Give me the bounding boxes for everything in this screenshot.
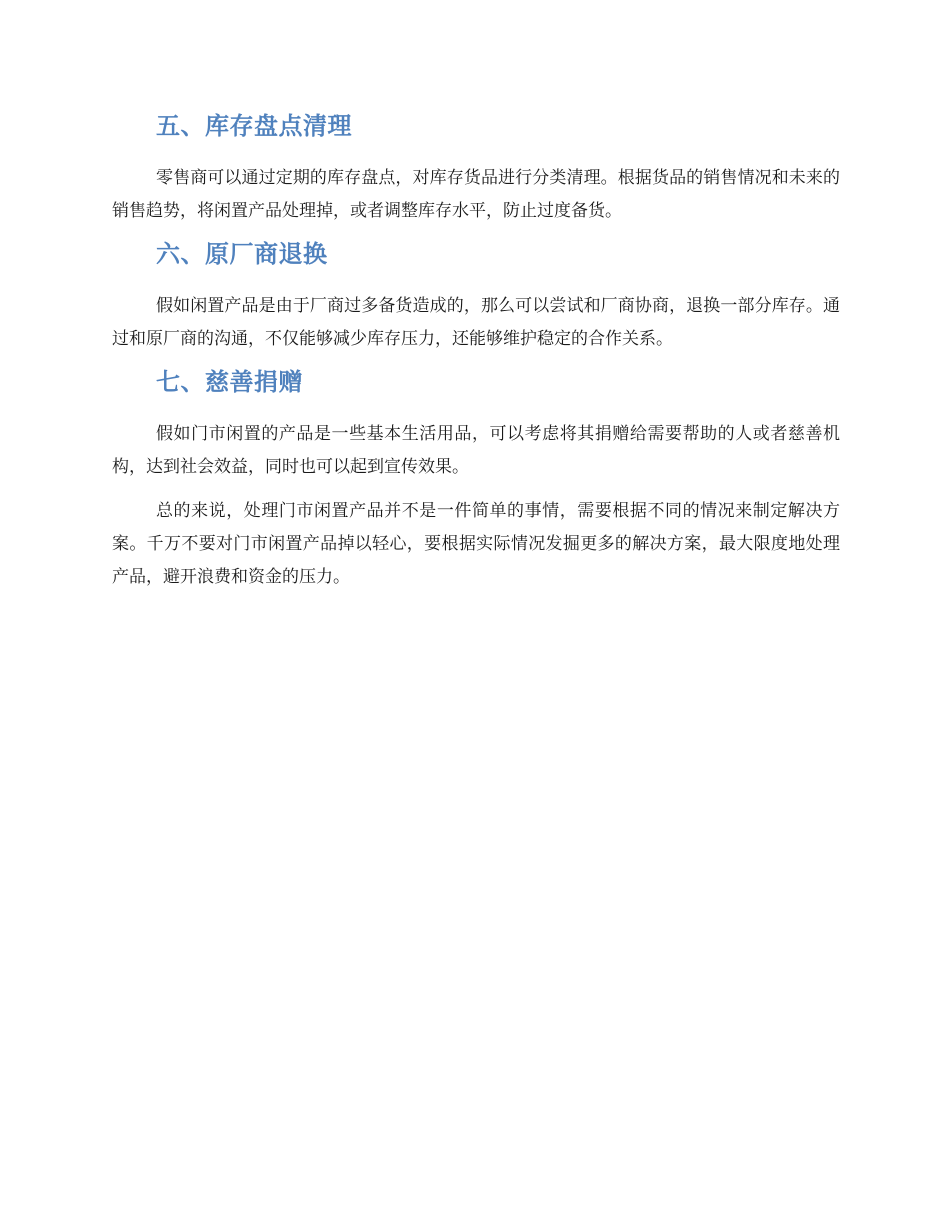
section-paragraph-inventory-cleanup: 零售商可以通过定期的库存盘点，对库存货品进行分类清理。根据货品的销售情况和未来的销售趋势，将闲置产品处理掉，或者调整库存水平，防止过度备货。 — [112, 168, 840, 221]
conclusion-paragraph: 总的来说，处理门市闲置产品并不是一件简单的事情，需要根据不同的情况来制定解决方案。千万不要对门市闲置产品掉以轻心，要根据实际情况发掘更多的解决方案，最大限度地处理产品，避开浪费和资金的压力。 — [112, 501, 840, 587]
section-heading-charity-donation: 七、慈善捐赠 — [156, 368, 303, 396]
document-body — [112, 108, 840, 594]
section-heading-inventory-cleanup: 五、库存盘点清理 — [156, 112, 352, 140]
section-paragraph-charity-donation: 假如门市闲置的产品是一些基本生活用品，可以考虑将其捐赠给需要帮助的人或者慈善机构，达到社会效益，同时也可以起到宣传效果。 — [112, 424, 840, 477]
section-paragraph-manufacturer-return: 假如闲置产品是由于厂商过多备货造成的，那么可以尝试和厂商协商，退换一部分库存。通过和原厂商的沟通，不仅能够减少库存压力，还能够维护稳定的合作关系。 — [112, 296, 840, 349]
section-heading-manufacturer-return: 六、原厂商退换 — [156, 240, 328, 268]
